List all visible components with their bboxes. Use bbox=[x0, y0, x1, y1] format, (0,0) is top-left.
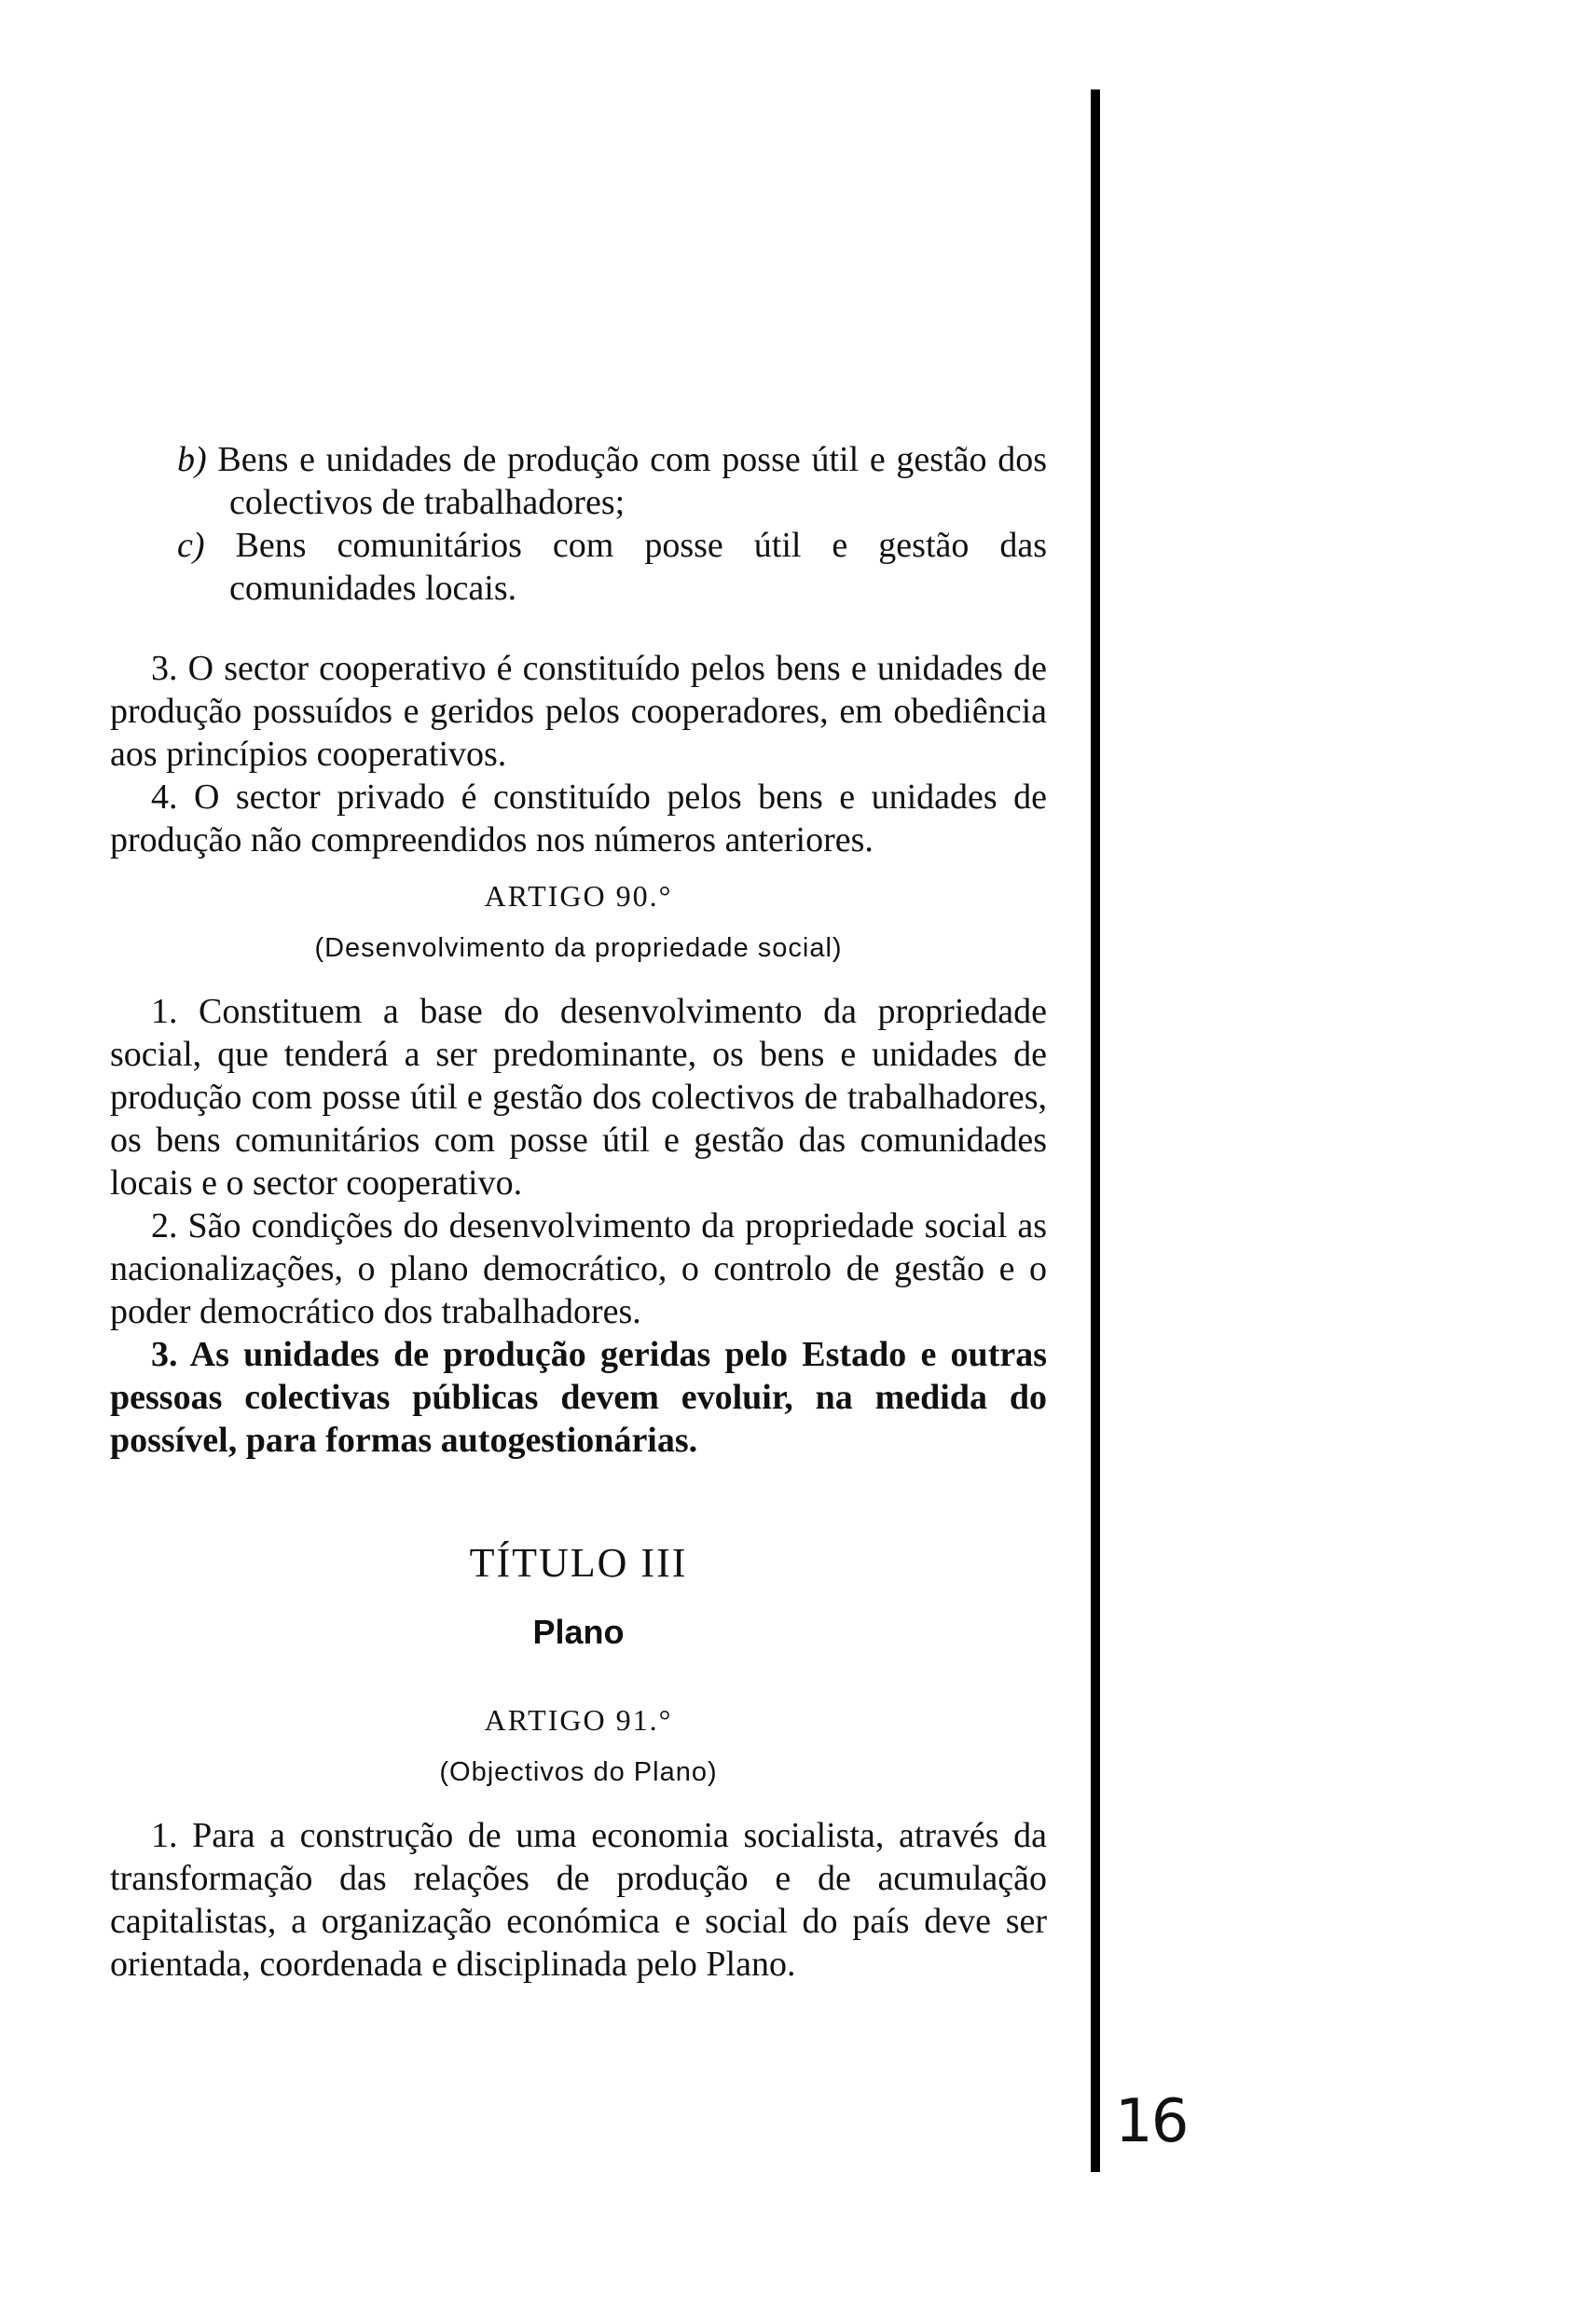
title-name: Plano bbox=[532, 1613, 625, 1651]
article-90-paragraph-2: 2. São condições do desenvolvimento da propriedade social as nacionalizações, o plano democrático, o controlo de gestão e o poder democrático dos trabalhadores. bbox=[110, 1206, 1047, 1331]
article-91-paragraph-1: 1. Para a construção de uma economia socialista, através da transformação das relações de produção e de acumulação capitalistas, a organização económica e social do país deve ser orientada, coordenada e disciplinada pelo Plano. bbox=[110, 1816, 1047, 1984]
list-item-c bbox=[110, 524, 1047, 610]
page-number: 16 bbox=[1115, 2087, 1188, 2156]
text-column bbox=[110, 438, 1047, 1986]
list-marker-c: c) bbox=[177, 526, 205, 565]
article-91-epigraph: (Objectivos do Plano) bbox=[439, 1757, 718, 1787]
paragraph-3: 3. O sector cooperativo é constituído pelos bens e unidades de produção possuídos e geridos pelos cooperadores, em obediência aos princípios cooperativos. bbox=[110, 649, 1047, 774]
list-text-b: Bens e unidades de produção com posse útil e gestão dos colectivos de trabalhadores; bbox=[217, 440, 1048, 522]
article-91-heading: ARTIGO 91.° bbox=[484, 1703, 673, 1737]
list-text-c: Bens comunitários com posse útil e gestão das comunidades locais. bbox=[229, 526, 1048, 608]
title-heading: TÍTULO III bbox=[469, 1540, 688, 1586]
list-item-b bbox=[110, 438, 1047, 524]
article-90-paragraph-1: 1. Constituem a base do desenvolvimento da propriedade social, que tenderá a ser predominante, os bens e unidades de produção com posse útil e gestão dos colectivos de trabalhadores, os bens comunitários com posse útil e gestão das comunidades locais e o sector cooperativo. bbox=[110, 992, 1047, 1203]
spacer bbox=[110, 610, 1047, 647]
margin-rule bbox=[1091, 89, 1100, 2172]
article-90-paragraph-3: 3. As unidades de produção geridas pelo Estado e outras pessoas colectivas públicas devem evoluir, na medida do possível, para formas autogestionárias. bbox=[110, 1335, 1047, 1460]
paragraph-4: 4. O sector privado é constituído pelos bens e unidades de produção não compreendidos nos números anteriores. bbox=[110, 777, 1047, 860]
article-90-epigraph: (Desenvolvimento da propriedade social) bbox=[314, 933, 843, 963]
list-marker-b: b) bbox=[177, 440, 207, 479]
article-90-heading: ARTIGO 90.° bbox=[484, 879, 673, 913]
